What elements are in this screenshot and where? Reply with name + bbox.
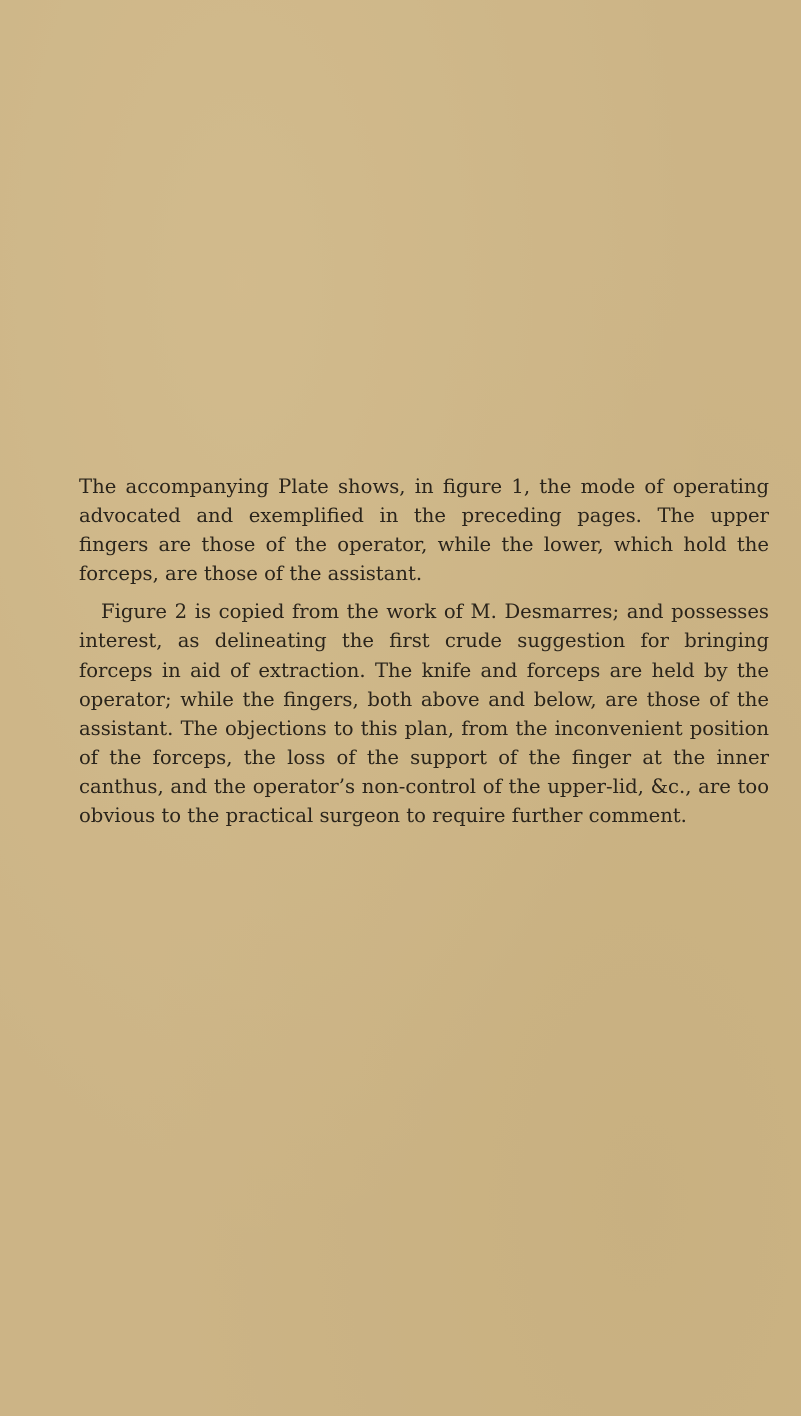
paragraph-figure-2: Figure 2 is copied from the work of M. Desmarres; and possesses interest, as delineating the first crude suggestion for bringing forceps in aid of extraction. The knife and forceps are held by the operator; while the fingers, both above and below, are those of the assistant. The objections to this plan, from the inconvenient position of the forceps, the loss of the support of the finger at the inner canthus, and the operator’s non-control of the upper-lid, &c., are too obvious to the practical surgeon to require further comment.: [79, 600, 769, 828]
paragraph-plate-description: The accompanying Plate shows, in figure 1, the mode of operating advocated and exemplified in the preceding pages. The upper fingers are those of the operator, while the lower, which hold the forceps, are those of the assistant.: [79, 475, 769, 586]
body-text: [79, 472, 769, 830]
